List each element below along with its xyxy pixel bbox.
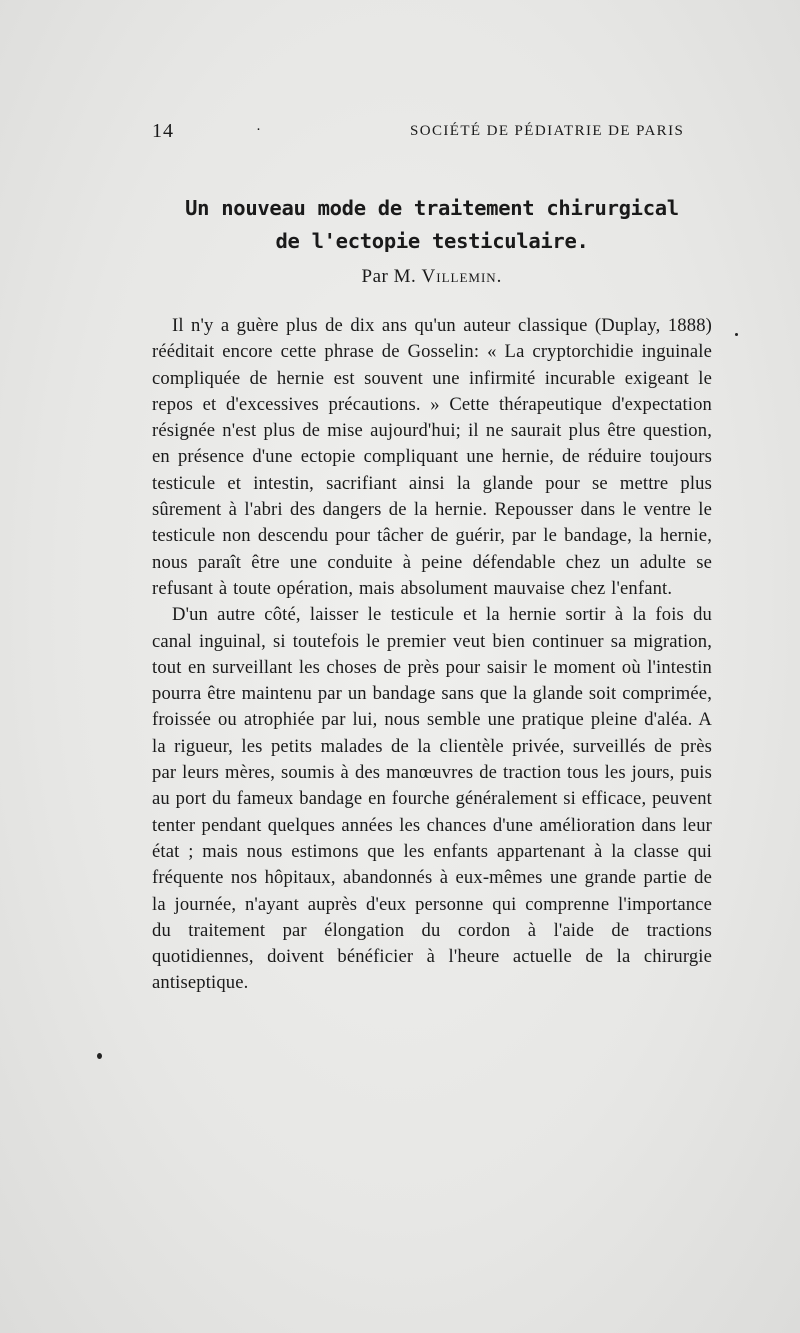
ink-speck	[735, 333, 738, 336]
ink-speck	[97, 1053, 102, 1059]
header-separator: ·	[256, 122, 261, 138]
article-body	[152, 313, 712, 997]
title-line-1: Un nouveau mode de traitement chirurgical	[185, 196, 679, 220]
page-number: 14	[152, 120, 174, 142]
byline-author: Villemin.	[421, 266, 503, 287]
paragraph-1: Il n'y a guère plus de dix ans qu'un auteur classique (Duplay, 1888) rééditait encore cette phrase de Gosselin: « La cryptorchidie inguinale compliquée de hernie est souvent une infirmité incurable exigeant le repos et d'excessives précautions. » Cette thérapeutique d'expectation résignée n'est plus de mise aujourd'hui; il ne saurait plus être question, en présence d'une ectopie compliquant une hernie, de réduire toujours testicule et intestin, sacrifiant ainsi la glande pour se mettre plus sûrement à l'abri des dangers de la hernie. Repousser dans le ventre le testicule non descendu pour tâcher de guérir, par le bandage, la hernie, nous paraît être une conduite à peine défendable chez un adulte se refusant à toute opération, mais absolument mauvaise chez l'enfant.	[152, 315, 712, 599]
page-header	[152, 120, 712, 144]
byline-prefix: Par M.	[361, 266, 417, 287]
title-line-2: de l'ectopie testiculaire.	[275, 229, 589, 253]
byline	[152, 266, 712, 288]
running-head: SOCIÉTÉ DE PÉDIATRIE DE PARIS	[410, 123, 685, 139]
article-title	[152, 192, 712, 258]
paragraph-2: D'un autre côté, laisser le testicule et la hernie sortir à la fois du canal inguinal, si toutefois le premier veut bien continuer sa migration, tout en surveillant les choses de près pour saisir le moment où l'intestin pourra être maintenu par un bandage sans que la glande soit comprimée, froissée ou atrophiée par lui, nous semble une pratique pleine d'aléa. A la rigueur, les petits malades de la clientèle privée, surveillés de près par leurs mères, soumis à des manœuvres de traction tous les jours, puis au port du fameux bandage en fourche généralement si efficace, peuvent tenter pendant quelques années les chances d'une amélioration dans leur état ; mais nous estimons que les enfants appartenant à la classe qui fréquente nos hôpitaux, abandonnés à eux-mêmes une grande partie de la journée, n'ayant auprès d'eux personne qui comprenne l'importance du traitement par élongation du cordon à l'aide de tractions quotidiennes, doivent bénéficier à l'heure actuelle de la chirurgie antiseptique.	[152, 604, 712, 994]
